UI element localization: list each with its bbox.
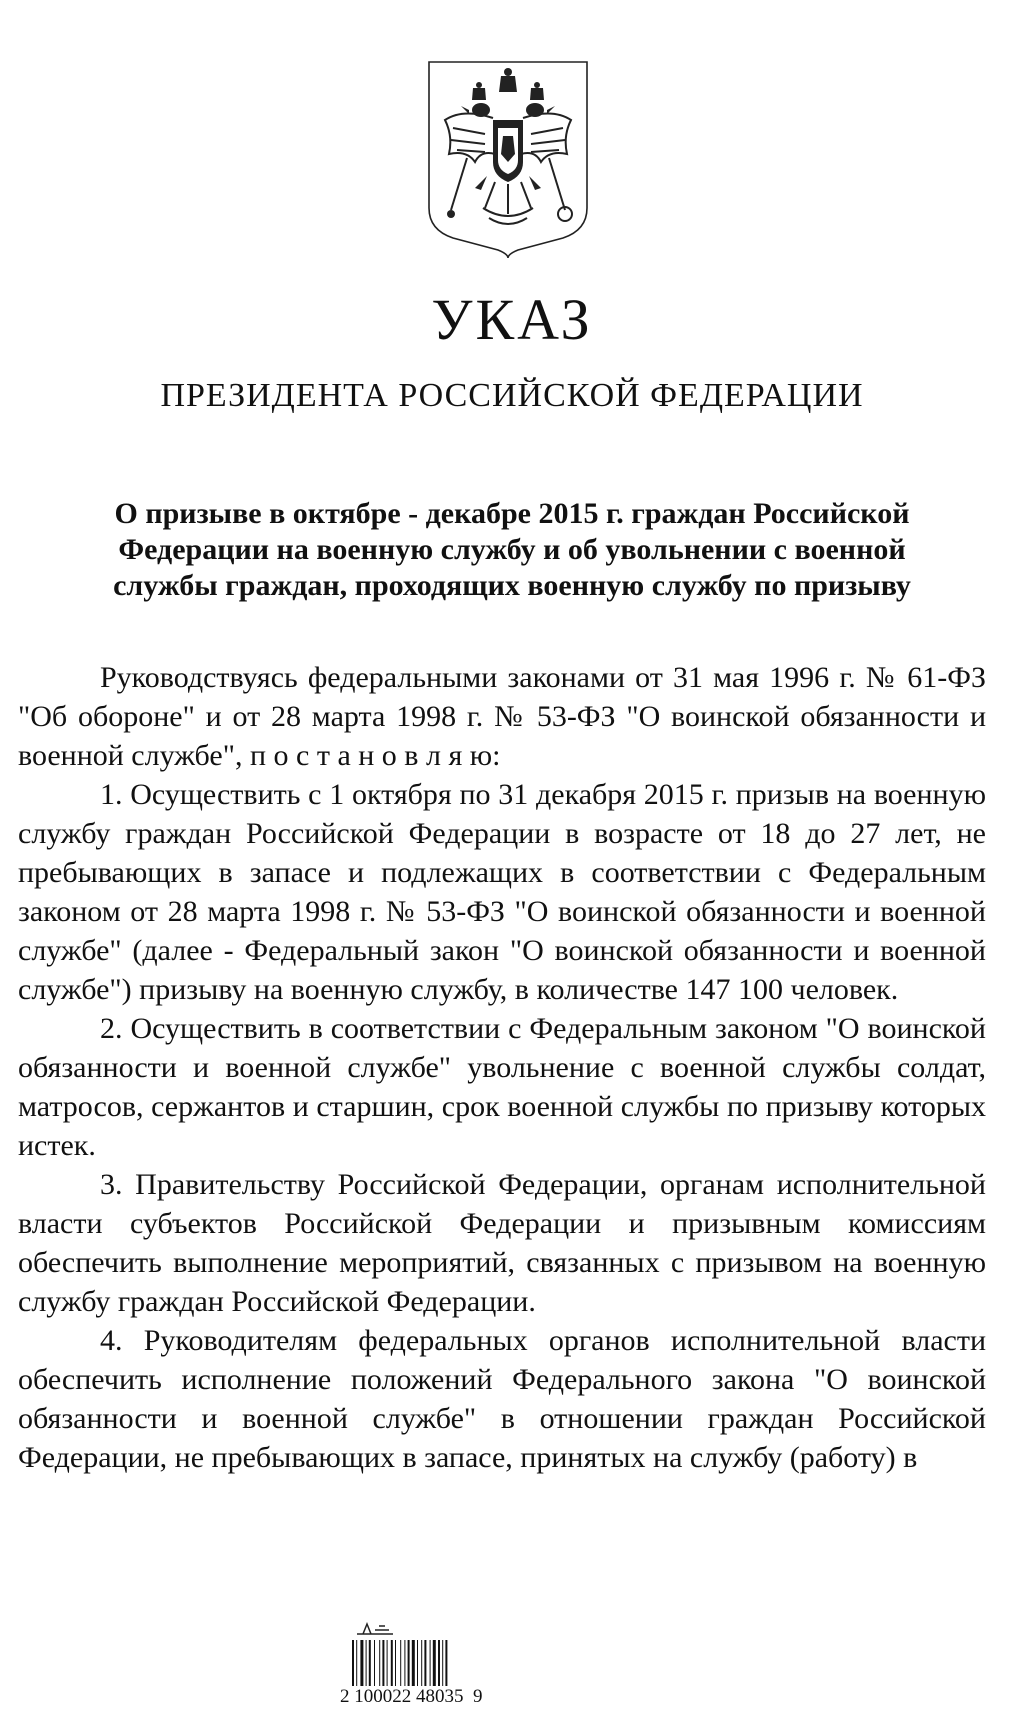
- title-line: О призыве в октябре - декабре 2015 г. граждан Российской: [114, 497, 910, 530]
- item-paragraph-3: 3. Правительству Российской Федерации, органам исполнительной власти субъектов Российской Федерации и призывным комиссиям обеспечить выполнение мероприятий, связанных с призывом на военную службу граждан Российской Федерации.: [18, 1168, 986, 1318]
- barcode-mark-icon: [355, 1620, 395, 1636]
- title-line: Федерации на военную службу и об увольнении с военной: [118, 533, 906, 566]
- document-title: [40, 496, 984, 604]
- coat-of-arms-emblem-icon: [423, 58, 593, 258]
- item-paragraph-4: 4. Руководителям федеральных органов исполнительной власти обеспечить исполнение положений Федерального закона "О воинской обязанности и военной службе" в отношении граждан Российской Федерации, не пребывающих в запасе, принятых на службу (работу) в: [18, 1324, 986, 1474]
- document-issuer-heading: ПРЕЗИДЕНТА РОССИЙСКОЙ ФЕДЕРАЦИИ: [160, 377, 864, 414]
- item-paragraph-2: 2. Осуществить в соответствии с Федеральным законом "О воинской обязанности и военной службе" увольнение с военной службы солдат, матросов, сержантов и старшин, срок военной службы по призыву которых истек.: [18, 1012, 986, 1162]
- barcode-icon: [350, 1640, 490, 1686]
- barcode-number: 2 100022 48035 9: [340, 1686, 483, 1707]
- preamble-paragraph: Руководствуясь федеральными законами от 31 мая 1996 г. № 61-ФЗ "Об обороне" и от 28 марта 1998 г. № 53-ФЗ "О воинской обязанности и военной службе", п о с т а н о в л я ю:: [18, 661, 986, 772]
- document-body: [18, 658, 986, 1477]
- title-line: службы граждан, проходящих военную службу по призыву: [113, 569, 911, 602]
- document-type-heading: УКАЗ: [431, 287, 593, 352]
- item-paragraph-1: 1. Осуществить с 1 октября по 31 декабря 2015 г. призыв на военную службу граждан Российской Федерации в возрасте от 18 до 27 лет, не пребывающих в запасе и подлежащих в соответствии с Федеральным законом от 28 марта 1998 г. № 53-ФЗ "О воинской обязанности и военной службе" (далее - Федеральный закон "О воинской обязанности и военной службе") призыву на военную службу, в количестве 147 100 человек.: [18, 778, 986, 1006]
